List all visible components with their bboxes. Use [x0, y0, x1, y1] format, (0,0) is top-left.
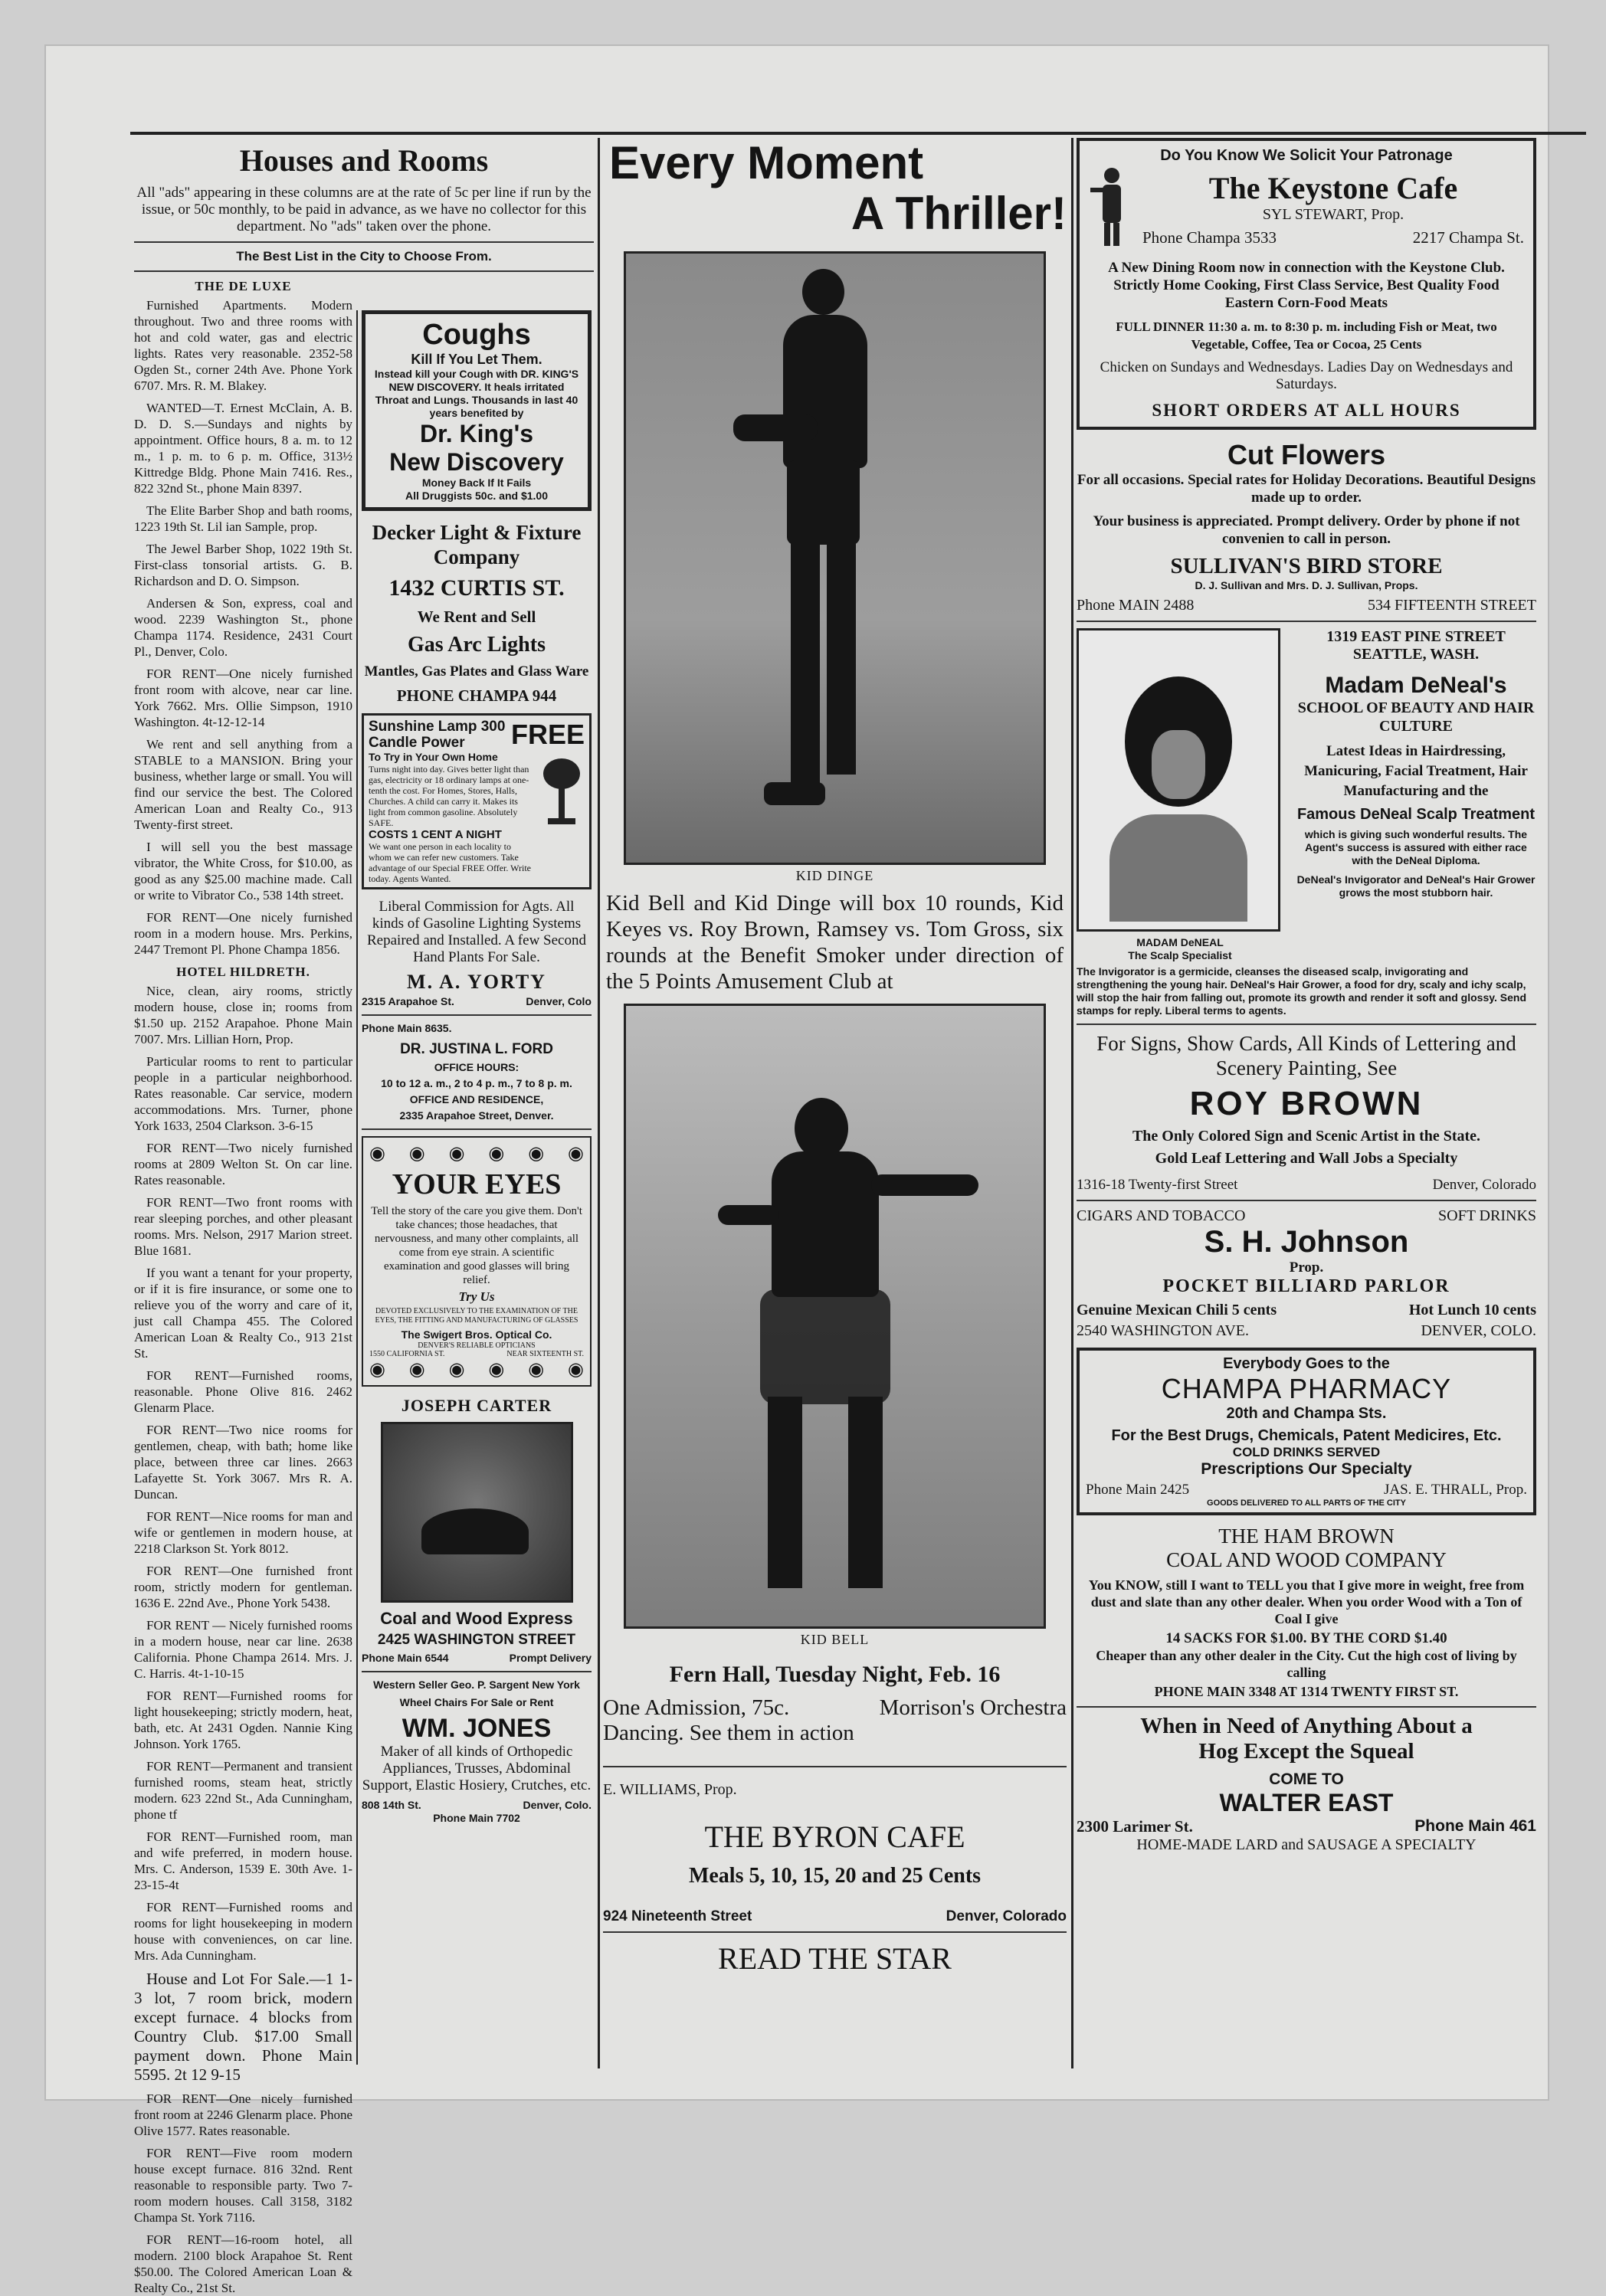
carter-ad: [362, 1396, 592, 1665]
roybrown-ad: [1077, 1031, 1536, 1194]
byron-address-row: [603, 1908, 1067, 1925]
johnson-top-row: [1077, 1207, 1536, 1225]
carter-address: 2425 WASHINGTON STREET: [377, 1632, 576, 1648]
eyes-try: Try Us: [458, 1289, 495, 1304]
deneal-caption: MADAM DeNEAL: [1136, 936, 1224, 948]
deneal-famous: Famous DeNeal Scalp Treatment: [1296, 806, 1536, 823]
flowers-line1: For all occasions. Special rates for Holiday Decorations. Beautiful Designs made up to order.: [1077, 472, 1536, 506]
johnson-ad: [1077, 1207, 1536, 1340]
champa-prescriptions: Prescriptions Our Specialty: [1201, 1460, 1412, 1478]
deneal-school: SCHOOL OF BEAUTY AND HAIR CULTURE: [1297, 699, 1535, 735]
listing-heading: HOTEL HILDRETH.: [176, 965, 310, 979]
coughs-price: All Druggists 50c. and $1.00: [405, 490, 548, 502]
walter-come: COME TO: [1269, 1770, 1344, 1788]
flowers-phone: Phone MAIN 2488: [1077, 597, 1195, 614]
deneal-photo: [1077, 628, 1280, 932]
carter-title: Coal and Wood Express: [380, 1609, 573, 1628]
carter-delivery: Prompt Delivery: [509, 1652, 592, 1664]
ads-column: [362, 310, 592, 2068]
jones-wheel: Wheel Chairs For Sale or Rent: [399, 1696, 554, 1708]
listing-item: Nice, clean, airy rooms, strictly modern house, close in; rooms from $1.50 up. 2152 Arapahoe. Phone Main 7007. Mrs. Lillian Horn, Prop.: [134, 984, 352, 1046]
fight-venue: Fern Hall, Tuesday Night, Feb. 16: [669, 1662, 1001, 1687]
deneal-caption2: The Scalp Specialist: [1128, 949, 1232, 961]
walter-address-row: [1077, 1817, 1536, 1836]
keystone-body: A New Dining Room now in connection with the Keystone Club. Strictly Home Cooking, First Class Service, Best Quality Food Eastern Corn-Food Meats: [1108, 260, 1505, 311]
yorty-city: Denver, Colo: [526, 995, 592, 1007]
fight-body: Kid Bell and Kid Dinge will box 10 rounds, Kid Keyes vs. Roy Brown, Ramsey vs. Tom Gross, six rounds at the Benefit Smoker under direction of the 5 Points Amusement Club at: [606, 891, 1064, 994]
jones-address-row: [362, 1799, 592, 1812]
deneal-invig: DeNeal's Invigorator and DeNeal's Hair Grower grows the most stubborn hair.: [1296, 873, 1536, 899]
johnson-soft: SOFT DRINKS: [1438, 1207, 1536, 1224]
coughs-title: Coughs: [422, 319, 531, 351]
carter-phone-row: [362, 1652, 592, 1665]
flowers-title: Cut Flowers: [1227, 439, 1385, 470]
hambrown-body: You KNOW, still I want to TELL you that I give more in weight, free from dust and slate than any other dealer. When you order Wood with a Ton of Coal I give: [1088, 1577, 1525, 1626]
keystone-prop: SYL STEWART, Prop.: [1262, 206, 1404, 223]
keystone-phone-row: [1142, 228, 1524, 247]
flowers-props: D. J. Sullivan and Mrs. D. J. Sullivan, Props.: [1195, 579, 1418, 591]
listing-item: FOR RENT—One nicely furnished front room with alcove, near car line. York 7662. Mrs. Ollie Simpson, 1910 Washington. 4t-12-12-14: [134, 667, 352, 729]
column-rule-1: [598, 138, 600, 2068]
sunshine-body: Turns night into day. Gives better light than gas, electricity or 18 ordinary lamps at one-tenth the cost. For Homes, Stores, Halls, Churches. A child can carry it. Makes its light from common gasoline. Absolutely SAFE.: [369, 764, 529, 828]
johnson-prop: Prop.: [1289, 1259, 1324, 1276]
listing-item: FOR RENT—16-room hotel, all modern. 2100 block Arapahoe St. Rent $50.00. The Colored American Loan & Realty Co., 21st St.: [134, 2232, 352, 2295]
decker-phone: PHONE CHAMPA 944: [396, 686, 557, 705]
johnson-lunch: Hot Lunch 10 cents: [1408, 1302, 1536, 1318]
ford-hours-title: OFFICE HOURS:: [434, 1061, 519, 1073]
jones-name: WM. JONES: [402, 1714, 552, 1743]
ford-address: 2335 Arapahoe Street, Denver.: [399, 1109, 554, 1122]
listing-item: House and Lot For Sale.—1 1-3 lot, 7 room brick, modern except furnace. 4 blocks from Country Club. $17.00 Small payment down. Phone Main 5595. 2t 12 9-15: [134, 1970, 352, 2084]
read-the-star: READ THE STAR: [718, 1941, 952, 1976]
byron-city: Denver, Colorado: [946, 1908, 1067, 1924]
listing-item: The Jewel Barber Shop, 1022 19th St. First-class tonsorial artists. G. B. Richardson and D. O. Simpson.: [134, 542, 352, 588]
keystone-address: 2217 Champa St.: [1412, 228, 1524, 247]
jones-seller: Western Seller Geo. P. Sargent New York: [373, 1679, 580, 1691]
houses-title: Houses and Rooms: [239, 143, 489, 178]
hambrown-cheaper: Cheaper than any other dealer in the City. Cut the high cost of living by calling: [1096, 1648, 1517, 1680]
sunshine-title: Sunshine Lamp 300 Candle Power: [369, 719, 506, 751]
column-rule-2: [1071, 138, 1073, 2068]
deneal-ad: [1077, 628, 1536, 1017]
carter-photo: [381, 1422, 573, 1603]
flowers-phone-row: [1077, 597, 1536, 614]
listing-item: The Elite Barber Shop and bath rooms, 1223 19th St. Lil ian Sample, prop.: [134, 503, 352, 534]
listing-item: FOR RENT—Two nicely furnished rooms at 2809 Welton St. On car line. Rates reasonable.: [134, 1141, 352, 1187]
ford-hours: 10 to 12 a. m., 2 to 4 p. m., 7 to 8 p. m.: [381, 1077, 572, 1089]
listing-item: Andersen & Son, express, coal and wood. 2239 Washington St., phone Champa 1174. Residence, 2431 Court Pl., Denver, Colo.: [134, 596, 352, 659]
eyes-body: Tell the story of the care you give them. Don't take chances; those headaches, that nervousness, and many other complaints, all come from eye strain. A scientific examination and good glasses will bring relief.: [371, 1205, 582, 1286]
champa-phone: Phone Main 2425: [1086, 1482, 1190, 1498]
flowers-ad: [1077, 439, 1536, 614]
listing-item: I will sell you the best massage vibrator, the White Cross, for $10.00, as good as any $25.00 machine made. Call or write to Vibrator Co., 538 14th street.: [134, 840, 352, 902]
flowers-address: 534 FIFTEENTH STREET: [1368, 597, 1536, 614]
byron-meals: Meals 5, 10, 15, 20 and 25 Cents: [688, 1864, 982, 1888]
carter-phone: Phone Main 6544: [362, 1652, 449, 1664]
newspaper-page: [46, 46, 1548, 2295]
champa-phone-row: [1086, 1482, 1527, 1498]
hambrown-name2: COAL AND WOOD COMPANY: [1166, 1548, 1447, 1571]
fight-headline1: Every Moment: [609, 137, 924, 188]
deneal-city: SEATTLE, WASH.: [1352, 646, 1480, 663]
decker-gas: Gas Arc Lights: [408, 633, 546, 657]
champa-best: For the Best Drugs, Chemicals, Patent Medicires, Etc.: [1111, 1427, 1502, 1444]
jones-body: Maker of all kinds of Orthopedic Appliances, Trusses, Abdominal Support, Elastic Hosiery, Crutches, etc.: [362, 1744, 592, 1793]
champa-cold: COLD DRINKS SERVED: [1232, 1445, 1381, 1459]
roybrown-address: 1316-18 Twenty-first Street: [1077, 1177, 1238, 1193]
listing-item: FOR RENT—One furnished front room, strictly modern for gentleman. 1636 E. 22nd Ave., Phone York 5438.: [134, 1564, 352, 1610]
hambrown-phone: PHONE MAIN 3348 AT 1314 TWENTY FIRST ST.: [1154, 1684, 1459, 1699]
fight-admission: One Admission, 75c.: [603, 1695, 790, 1720]
johnson-menu-row: [1077, 1302, 1536, 1319]
champa-goods: GOODS DELIVERED TO ALL PARTS OF THE CITY: [1207, 1498, 1406, 1508]
eyes-border-top: ◉ ◉ ◉ ◉ ◉ ◉: [369, 1144, 584, 1164]
champa-street: 20th and Champa Sts.: [1226, 1405, 1387, 1422]
sunshine-agents: Liberal Commission for Agts. All kinds of Gasoline Lighting Systems Repaired and Installed. A few Second Hand Plants For Sale.: [367, 899, 586, 965]
roybrown-gold: Gold Leaf Lettering and Wall Jobs a Specialty: [1155, 1150, 1458, 1167]
fight-admission-row: [603, 1695, 1067, 1721]
houses-list: [134, 278, 352, 2296]
hambrown-ad: [1077, 1525, 1536, 1700]
ford-office: OFFICE AND RESIDENCE,: [409, 1093, 544, 1105]
sunshine-ad: [362, 713, 592, 889]
houses-intro: All "ads" appearing in these columns are at the rate of 5c per line if run by the issue, or 50c monthly, to be paid in advance, as we have no collector for this department. No "ads" taken over the phone.: [136, 185, 592, 234]
byron-name: THE BYRON CAFE: [704, 1819, 965, 1854]
eyes-title: YOUR EYES: [392, 1168, 562, 1200]
jones-phone: Phone Main 7702: [433, 1812, 520, 1824]
jones-ad: [362, 1679, 592, 1825]
listing-item: FOR RENT—Furnished rooms, reasonable. Phone Olive 816. 2462 Glenarm Place.: [134, 1368, 352, 1415]
sunshine-try: To Try in Your Own Home: [369, 751, 498, 763]
listing-item: FOR RENT—Nice rooms for man and wife or gentlemen in modern house, at 2218 Clarkson St. York 8012.: [134, 1509, 352, 1556]
listing-item: We rent and sell anything from a STABLE to a MANSION. Bring your business, whether large or small. You will find our service the best. The Colored American Loan and Realty Co., 913 Twenty-first street.: [134, 737, 352, 832]
fight-headline2: A Thriller!: [851, 188, 1067, 239]
keystone-chicken: Chicken on Sundays and Wednesdays. Ladies Day on Wednesdays and Saturdays.: [1100, 359, 1513, 392]
listing-item: FOR RENT — Nicely furnished rooms in a modern house, near car line. 2638 California. Phone Champa 2614. Mrs. J. C. Harris. 4t-1-10-15: [134, 1618, 352, 1681]
decker-rent: We Rent and Sell: [417, 608, 536, 626]
johnson-city: DENVER, COLO.: [1421, 1322, 1536, 1339]
deneal-which: which is giving such wonderful results. The Agent's success is assured with either race with the DeNeal Diploma.: [1304, 828, 1528, 866]
decker-ad: [362, 520, 592, 706]
roybrown-address-row: [1077, 1177, 1536, 1194]
kid-bell-caption: KID BELL: [800, 1632, 870, 1647]
champa-prop: JAS. E. THRALL, Prop.: [1383, 1482, 1527, 1498]
houses-subtitle: The Best List in the City to Choose From.: [236, 249, 492, 264]
flowers-line2: Your business is appreciated. Prompt delivery. Order by phone if not convenien to call in person.: [1093, 513, 1520, 547]
champa-name: CHAMPA PHARMACY: [1161, 1373, 1452, 1404]
kid-dinge-caption: KID DINGE: [795, 868, 874, 883]
keystone-ad: [1077, 138, 1536, 430]
sunshine-costs: COSTS 1 CENT A NIGHT: [369, 828, 502, 841]
listing-item: FOR RENT—Permanent and transient furnished rooms, steam heat, strictly modern. 623 22nd St., Ada Cunningham, phone tf: [134, 1759, 352, 1822]
eyes-border-bottom: ◉ ◉ ◉ ◉ ◉ ◉: [369, 1360, 584, 1380]
decker-address: 1432 CURTIS ST.: [388, 575, 565, 601]
flowers-store: SULLIVAN'S BIRD STORE: [1170, 554, 1443, 578]
walter-lard: HOME-MADE LARD and SAUSAGE A SPECIALTY: [1136, 1836, 1477, 1853]
eyes-near: NEAR SIXTEENTH ST.: [506, 1350, 584, 1358]
decker-name: Decker Light & Fixture Company: [372, 521, 582, 568]
johnson-name: S. H. Johnson: [1204, 1225, 1409, 1259]
walter-line1: When in Need of Anything About a: [1140, 1714, 1473, 1738]
byron-ad: [603, 1781, 1067, 1925]
kid-dinge-photo: [624, 251, 1046, 865]
fight-dancing: Dancing. See them in action: [603, 1721, 854, 1745]
listing-item: FOR RENT—Furnished rooms for light housekeeping; strictly modern, heat, bath, etc. At 2431 Ogden. Nannie King Johnson. York 1765.: [134, 1688, 352, 1751]
listing-item: Particular rooms to rent to particular people in a particular neighborhood. Rates reasonable. Car service, modern accommodations. Mrs. Turner, phone York 1633, 2504 Clarkson. 3-6-15: [134, 1054, 352, 1133]
coughs-sub: Kill If You Let Them.: [411, 352, 542, 367]
jones-address: 808 14th St.: [362, 1799, 421, 1811]
walter-ad: [1077, 1714, 1536, 1854]
champa-everybody: Everybody Goes to the: [1223, 1355, 1390, 1372]
johnson-parlor: POCKET BILLIARD PARLOR: [1162, 1276, 1450, 1296]
lamp-icon: [539, 751, 585, 884]
top-rule: [130, 132, 1586, 135]
byron-prop: E. WILLIAMS, Prop.: [603, 1781, 737, 1798]
jones-city: Denver, Colo.: [523, 1799, 592, 1811]
yorty-address: 2315 Arapahoe St.: [362, 995, 454, 1007]
coughs-ad: [362, 310, 592, 511]
coughs-money: Money Back If It Fails: [421, 477, 532, 489]
walter-line2: Hog Except the Squeal: [1198, 1739, 1414, 1764]
eyes-reliable: DENVER'S RELIABLE OPTICIANS: [418, 1341, 536, 1350]
ford-phone: Phone Main 8635.: [362, 1022, 452, 1034]
listing-item: FOR RENT—One nicely furnished front room at 2246 Glenarm place. Phone Olive 1577. Rates reasonable.: [134, 2091, 352, 2138]
champa-ad: [1077, 1348, 1536, 1515]
keystone-header: Do You Know We Solicit Your Patronage: [1160, 147, 1453, 164]
byron-address: 924 Nineteenth Street: [603, 1908, 752, 1924]
right-column: [1077, 138, 1536, 2068]
listing-item: FOR RENT—Two front rooms with rear sleeping porches, and other pleasant rooms. Mrs. Nelson, 2917 Marion street. Blue 1681.: [134, 1195, 352, 1258]
listing-item: FOR RENT—Furnished rooms and rooms for light housekeeping in modern house with conveniences, on car line. Mrs. Ada Cunningham.: [134, 1900, 352, 1963]
listing-item: If you want a tenant for your property, or if it is fire insurance, or some one to relieve you of the worry and care of it, just call Champa 455. The Colored American Loan & Realty Co., 913 21st St.: [134, 1266, 352, 1361]
walter-address: 2300 Larimer St.: [1077, 1817, 1193, 1836]
ford-ad: [362, 1022, 592, 1122]
eyes-ad: [362, 1136, 592, 1387]
listing-item: FOR RENT—Furnished room, man and wife preferred, in modern house. Mrs. C. Anderson, 1539 E. 30th Ave. 1-23-15-4t: [134, 1829, 352, 1892]
ford-name: DR. JUSTINA L. FORD: [400, 1041, 553, 1057]
deneal-address: 1319 EAST PINE STREET: [1326, 628, 1506, 645]
keystone-short: SHORT ORDERS AT ALL HOURS: [1152, 401, 1461, 420]
listing-heading: THE DE LUXE: [195, 279, 292, 293]
decker-mantles: Mantles, Gas Plates and Glass Ware: [364, 663, 589, 680]
deneal-title: Madam DeNeal's: [1325, 673, 1507, 698]
listing-item: Furnished Apartments. Modern throughout. Two and three rooms with hot and cold water, gas and electric lights. Rates very reasonable. 2352-58 Ogden St., corner 24th Ave. Phone York 6707. Mrs. R. M. Blakey.: [134, 298, 352, 393]
deneal-germicide: The Invigorator is a germicide, cleanses the diseased scalp, invigorating and strengthening the young hair. DeNeal's Hair Grower, a food for dry, scaly and ichy scalp, will stop the hair from falling out, promote its growth and render it soft and glossy. Send stamps for reply. Liberal terms to agents.: [1077, 965, 1526, 1017]
yorty-address-row: [362, 995, 592, 1008]
johnson-cigars: CIGARS AND TOBACCO: [1077, 1207, 1246, 1224]
listing-item: WANTED—T. Ernest McClain, A. B. D. D. S.—Sundays and nights by appointment. Office hours, 8 a. m. to 12 m., 1 p. m. to 6 p. m. Office, 313½ Kittredge Bldg. Phone Main 7416. Res., 822 32nd St., phone Main 8397.: [134, 401, 352, 496]
coughs-body: Instead kill your Cough with DR. KING'S NEW DISCOVERY. It heals irritated Throat and Lungs. Thousands in last 40 years benefited by: [374, 368, 579, 419]
coughs-brand2: New Discovery: [389, 448, 564, 476]
roybrown-intro: For Signs, Show Cards, All Kinds of Lettering and Scenery Painting, See: [1096, 1032, 1516, 1079]
yorty-name: M. A. YORTY: [407, 971, 546, 993]
fight-column: [603, 138, 1067, 2068]
eyes-devoted: DEVOTED EXCLUSIVELY TO THE EXAMINATION OF THE EYES, THE FITTING AND MANUFACTURING OF GLASSES: [375, 1307, 578, 1325]
eyes-company: The Swigert Bros. Optical Co.: [401, 1328, 552, 1341]
eyes-address-row: [369, 1350, 584, 1358]
eyes-address: 1550 CALIFORNIA ST.: [369, 1350, 445, 1358]
keystone-phone: Phone Champa 3533: [1142, 228, 1277, 247]
deneal-ideas: Latest Ideas in Hairdressing, Manicuring, Facial Treatment, Hair Manufacturing and the: [1304, 743, 1528, 799]
roybrown-name: ROY BROWN: [1189, 1085, 1424, 1122]
johnson-chili: Genuine Mexican Chili 5 cents: [1077, 1302, 1277, 1318]
hambrown-name1: THE HAM BROWN: [1218, 1525, 1395, 1548]
listing-item: FOR RENT—Five room modern house except furnace. 816 32nd. Rent reasonable to responsible party. Two 7-room modern houses. Call 3158, 3182 Champa St. York 7116.: [134, 2146, 352, 2225]
walter-name: WALTER EAST: [1219, 1789, 1394, 1816]
sunshine-body2: We want one person in each locality to whom we can refer new customers. Take advantage of our Special FREE Offer. Write today. Agents Wanted.: [369, 841, 532, 884]
coughs-brand1: Dr. King's: [419, 420, 534, 447]
listing-item: FOR RENT—Two nice rooms for gentlemen, cheap, with bath; home like place, between three car lines. 2663 Lafayette St. York 3067. Mrs R. A. Duncan.: [134, 1423, 352, 1502]
kid-bell-photo: [624, 1004, 1046, 1629]
roybrown-city: Denver, Colorado: [1432, 1177, 1536, 1193]
johnson-address-row: [1077, 1322, 1536, 1340]
sunshine-free: FREE: [510, 719, 585, 750]
roybrown-only: The Only Colored Sign and Scenic Artist in the State.: [1132, 1128, 1481, 1145]
fight-orchestra: Morrison's Orchestra: [879, 1695, 1067, 1720]
hambrown-sacks: 14 SACKS FOR $1.00. BY THE CORD $1.40: [1165, 1630, 1447, 1646]
keystone-name: The Keystone Cafe: [1208, 171, 1458, 205]
walter-phone: Phone Main 461: [1414, 1817, 1536, 1835]
listing-item: FOR RENT—One nicely furnished room in a modern house. Mrs. Perkins, 2447 Tremont Pl. Phone Champa 1856.: [134, 910, 352, 957]
waiter-icon: [1089, 165, 1135, 253]
keystone-dinner: FULL DINNER 11:30 a. m. to 8:30 p. m. including Fish or Meat, two Vegetable, Coffee, Tea or Cocoa, 25 Cents: [1116, 319, 1497, 352]
carter-name: JOSEPH CARTER: [401, 1396, 552, 1415]
johnson-address: 2540 WASHINGTON AVE.: [1077, 1322, 1250, 1339]
